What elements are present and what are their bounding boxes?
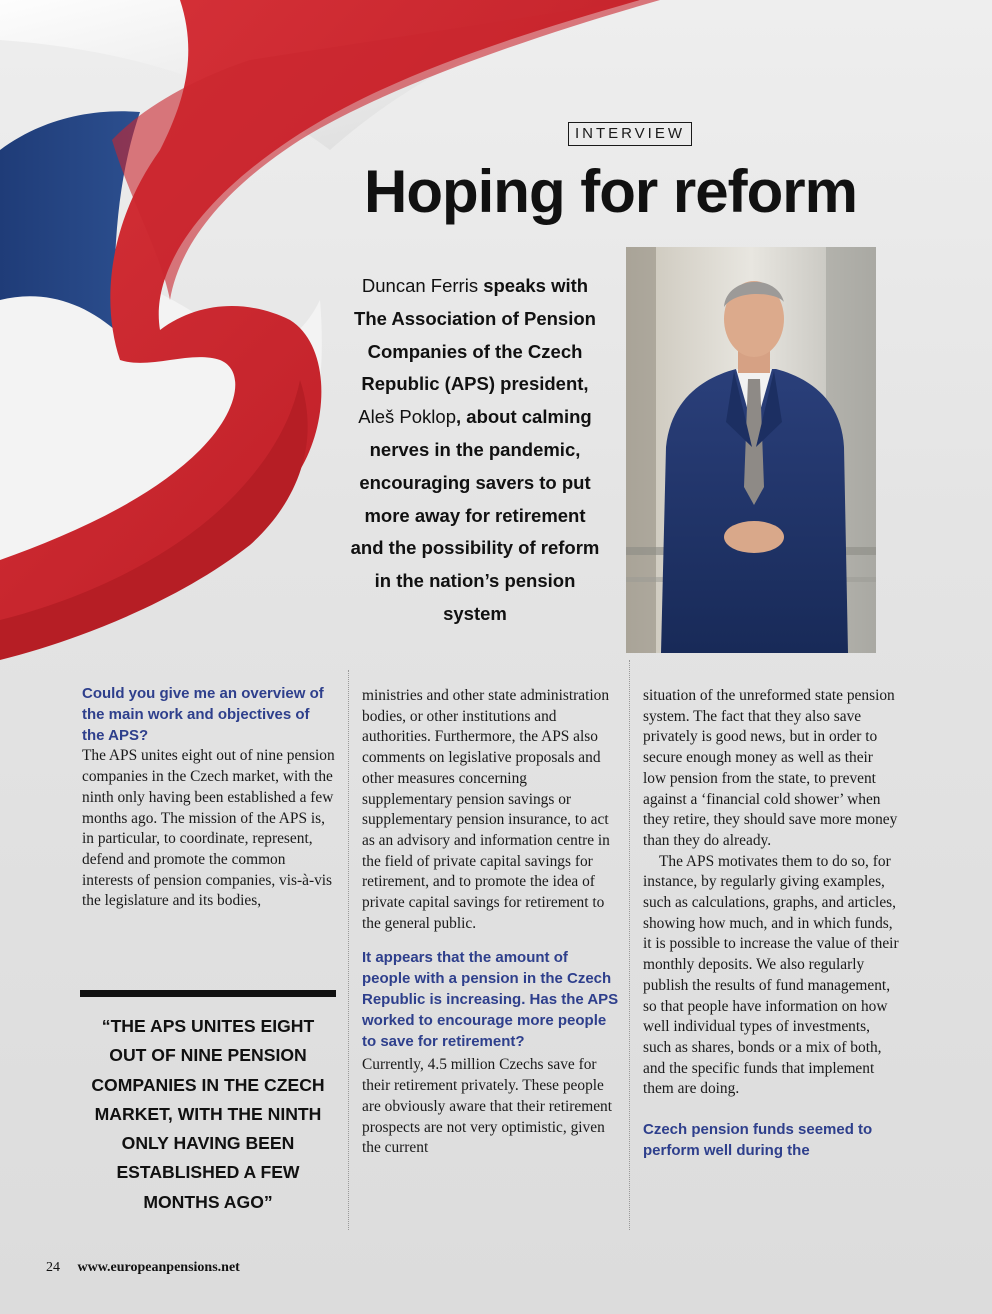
pull-quote: “THE APS UNITES EIGHT OUT OF NINE PENSION COMPANIES IN THE CZECH MARKET, WITH THE NINTH ONLY HAVING BEEN ESTABLISHED A FEW MONTHS AGO”: [91, 1016, 325, 1212]
column-rule: [629, 660, 630, 1230]
column-rule: [348, 670, 349, 1230]
answer-paragraph: Currently, 4.5 million Czechs save for their retirement privately. These people are obviously aware that their retirement prospects are not very optimistic, given the current: [362, 1056, 612, 1157]
website-url: www.europeanpensions.net: [77, 1260, 240, 1275]
answer-paragraph: The APS unites eight out of nine pension companies in the Czech market, with the ninth only having been established a few months ago. The mission of the APS is, in particular, to coordinate, represent, defend and promote the common interests of pension companies, vis-à-vis the legislature and its bodies,: [82, 747, 335, 910]
answer-paragraph: The APS motivates them to do so, for instance, by regularly giving examples, such as calculations, graphs, and articles, showing how much, and in which funds, it is possible to increase the value of their monthly deposits. We also regularly publish the results of fund management, so that people have information on how well individual types of investments, such as shares, bonds or a mix of both, and the specific funds that implement them are doing.: [643, 852, 899, 1098]
interview-question: Czech pension funds seemed to perform well during the: [643, 1121, 873, 1159]
column-1: [82, 684, 336, 912]
page-number: 24: [46, 1260, 60, 1275]
standfirst-text-2: , about calming nerves in the pandemic, encouraging savers to put more away for retirement and the possibility of reform in the nation’s pension system: [350, 406, 600, 624]
pull-quote-bar: [80, 990, 336, 997]
author-name: Duncan Ferris: [361, 275, 479, 296]
column-2: [362, 686, 620, 1159]
standfirst-text-1: speaks with The Association of Pension Companies of the Czech Republic (APS) president,: [354, 275, 596, 395]
section-label: INTERVIEW: [568, 122, 692, 146]
column-3: [643, 686, 899, 1162]
article-headline: Hoping for reform: [364, 158, 857, 225]
interview-question: It appears that the amount of people with a pension in the Czech Republic is increasing. Has the APS worked to encourage more people to save for retirement?: [362, 949, 619, 1050]
page-footer: [46, 1260, 240, 1276]
answer-paragraph: situation of the unreformed state pension system. The fact that they also save privately is good news, but in order to secure enough money as well as their low pension from the state, to prevent against a ‘financial cold shower’ when they retire, they should save more money than they do already.: [643, 687, 898, 849]
portrait-photo: [626, 247, 876, 653]
interview-question: Could you give me an overview of the main work and objectives of the APS?: [82, 685, 324, 744]
answer-paragraph: ministries and other state administration bodies, or other institutions and authorities. Furthermore, the APS also comments on legislative proposals and other measures concerning supplementary pension savings or supplementary pension insurance, to act as an advisory and information centre in the field of private capital savings for retirement, and to promote the idea of private capital savings for retirement to the general public.: [362, 687, 610, 932]
standfirst: [346, 270, 604, 631]
interviewee-name: Aleš Poklop: [358, 406, 456, 428]
